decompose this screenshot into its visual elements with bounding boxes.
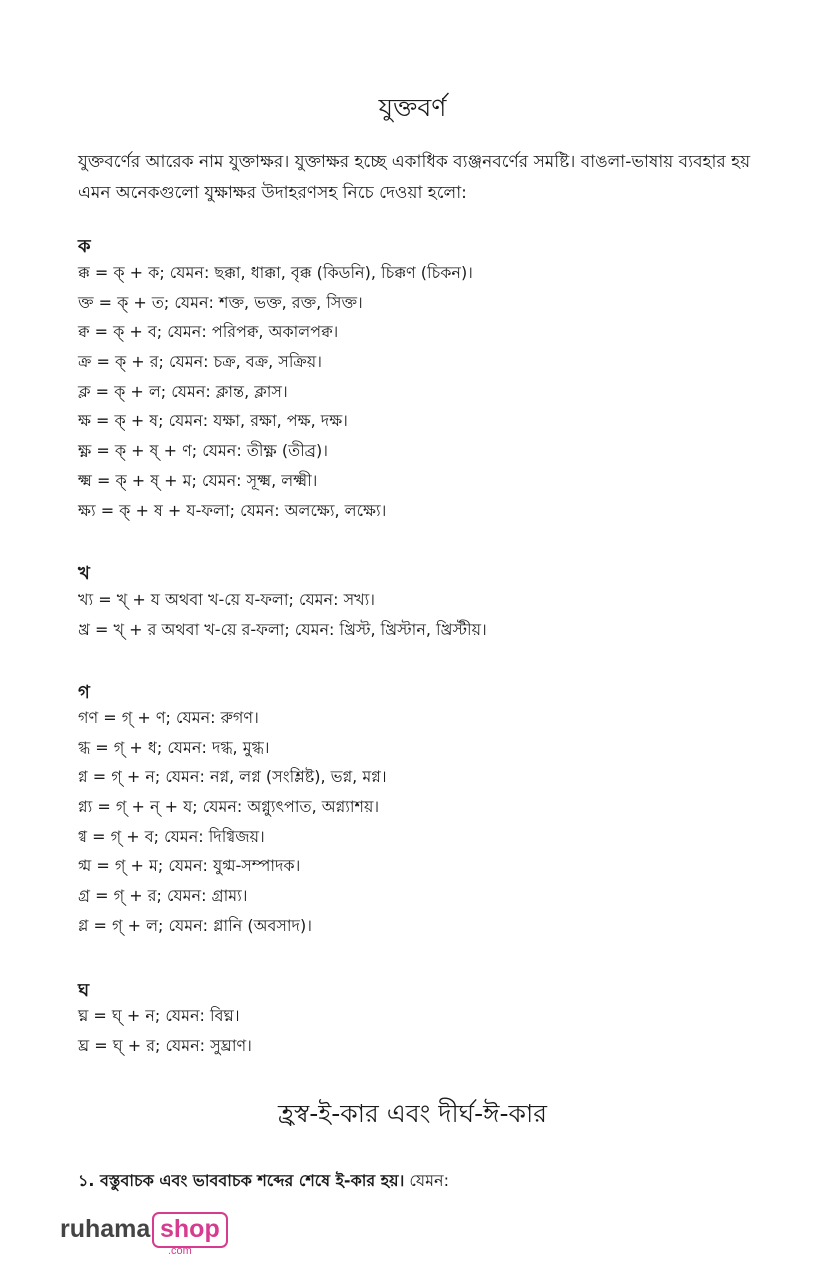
- example-line: গ্ধ = গ্ + ধ; যেমন: দগ্ধ, মুগ্ধ।: [78, 737, 270, 757]
- example-line: গ্ম = গ্ + ম; যেমন: যুগ্ম-সম্পাদক।: [78, 856, 301, 876]
- rule-line: [78, 1168, 449, 1195]
- logo-name: ruhama: [60, 1215, 151, 1243]
- example-line: ঘ্র = ঘ্ + র; যেমন: সুঘ্রাণ।: [78, 1035, 252, 1055]
- logo-domain: .com: [168, 1245, 192, 1257]
- example-line: ঘ্ন = ঘ্ + ন; যেমন: বিঘ্ন।: [78, 1006, 240, 1025]
- section-heading-kha: খ: [78, 563, 90, 584]
- example-line: ক্ষ্য = ক্ + ষ + য-ফলা; যেমন: অলক্ষ্যে, লক্ষ্যে।: [78, 500, 387, 520]
- section-heading-gha: ঘ: [78, 980, 90, 1001]
- section-lines-ga: [78, 703, 387, 941]
- rule-rest-text: যেমন:: [404, 1171, 449, 1190]
- example-line: গণ = গ্ + ণ; যেমন: রুগণ।: [78, 708, 259, 727]
- example-line: ক্ল = ক্ + ল; যেমন: ক্লান্ত, ক্লাস।: [78, 381, 288, 401]
- example-line: ক্ত = ক্ + ত; যেমন: শক্ত, ভক্ত, রক্ত, সিক্ত।: [78, 292, 363, 312]
- example-line: গ্র = গ্ + র; যেমন: গ্রাম্য।: [78, 886, 248, 906]
- example-line: গ্ব = গ্ + ব; যেমন: দিগ্বিজয়।: [78, 826, 265, 846]
- example-line: ক্ষ্ম = ক্ + ষ্ + ম; যেমন: সূক্ষ্ম, লক্ষ্মী।: [78, 470, 318, 490]
- example-line: গ্ল = গ্ + ল; যেমন: গ্লানি (অবসাদ)।: [78, 915, 312, 935]
- example-line: ক্ক = ক্ + ক; যেমন: ছক্কা, ধাক্কা, বৃক্ক (কিডনি), চিক্কণ (চিকন)।: [78, 263, 473, 282]
- example-line: গ্ন্য = গ্ + ন্ + য; যেমন: অগ্ন্যুৎপাত, অগ্ন্যাশয়।: [78, 797, 380, 817]
- example-line: খ্য = খ্ + য অথবা খ-য়ে য-ফলা; যেমন: সখ্য।: [78, 590, 376, 609]
- example-line: খ্র = খ্ + র অথবা খ-য়ে র-ফলা; যেমন: খ্রিস্ট, খ্রিস্টান, খ্রিস্টীয়।: [78, 619, 487, 639]
- section-lines-ka: [78, 258, 473, 525]
- intro-paragraph: যুক্তবর্ণের আরেক নাম যুক্তাক্ষর। যুক্তাক্ষর হচ্ছে একাধিক ব্যঞ্জনবর্ণের সমষ্টি। বাঙলা-ভাষায় ব্যবহার হয় এমন অনেকগুলো যুক্ষাক্ষর উদাহরণসহ নিচে দেওয়া হলো:: [78, 152, 751, 203]
- example-line: ক্ষ্ণ = ক্ + ষ্ + ণ; যেমন: তীক্ষ্ণ (তীব্র)।: [78, 441, 328, 461]
- example-line: ক্ষ = ক্ + ষ; যেমন: যক্ষা, রক্ষা, পক্ষ, দক্ষ।: [78, 411, 348, 431]
- section-subtitle: হ্রস্ব-ই-কার এবং দীর্ঘ-ঈ-কার: [278, 1099, 547, 1128]
- section-heading-ka: ক: [78, 236, 91, 257]
- logo-shop-badge: shop: [152, 1212, 228, 1248]
- rule-bold-text: ১. বস্তুবাচক এবং ভাববাচক শব্দের শেষে ই-কার হয়।: [78, 1171, 405, 1190]
- page-title: যুক্তবর্ণ: [378, 93, 447, 122]
- section-lines-gha: [78, 1001, 252, 1060]
- example-line: গ্ন = গ্ + ন; যেমন: নগ্ন, লগ্ন (সংশ্লিষ্ট), ভগ্ন, মগ্ন।: [78, 767, 387, 787]
- example-line: ক্র = ক্ + র; যেমন: চক্র, বক্র, সক্রিয়।: [78, 352, 322, 372]
- section-lines-kha: [78, 585, 487, 644]
- section-heading-ga: গ: [78, 682, 90, 703]
- example-line: ক্ব = ক্ + ব; যেমন: পরিপক্ব, অকালপক্ব।: [78, 322, 339, 342]
